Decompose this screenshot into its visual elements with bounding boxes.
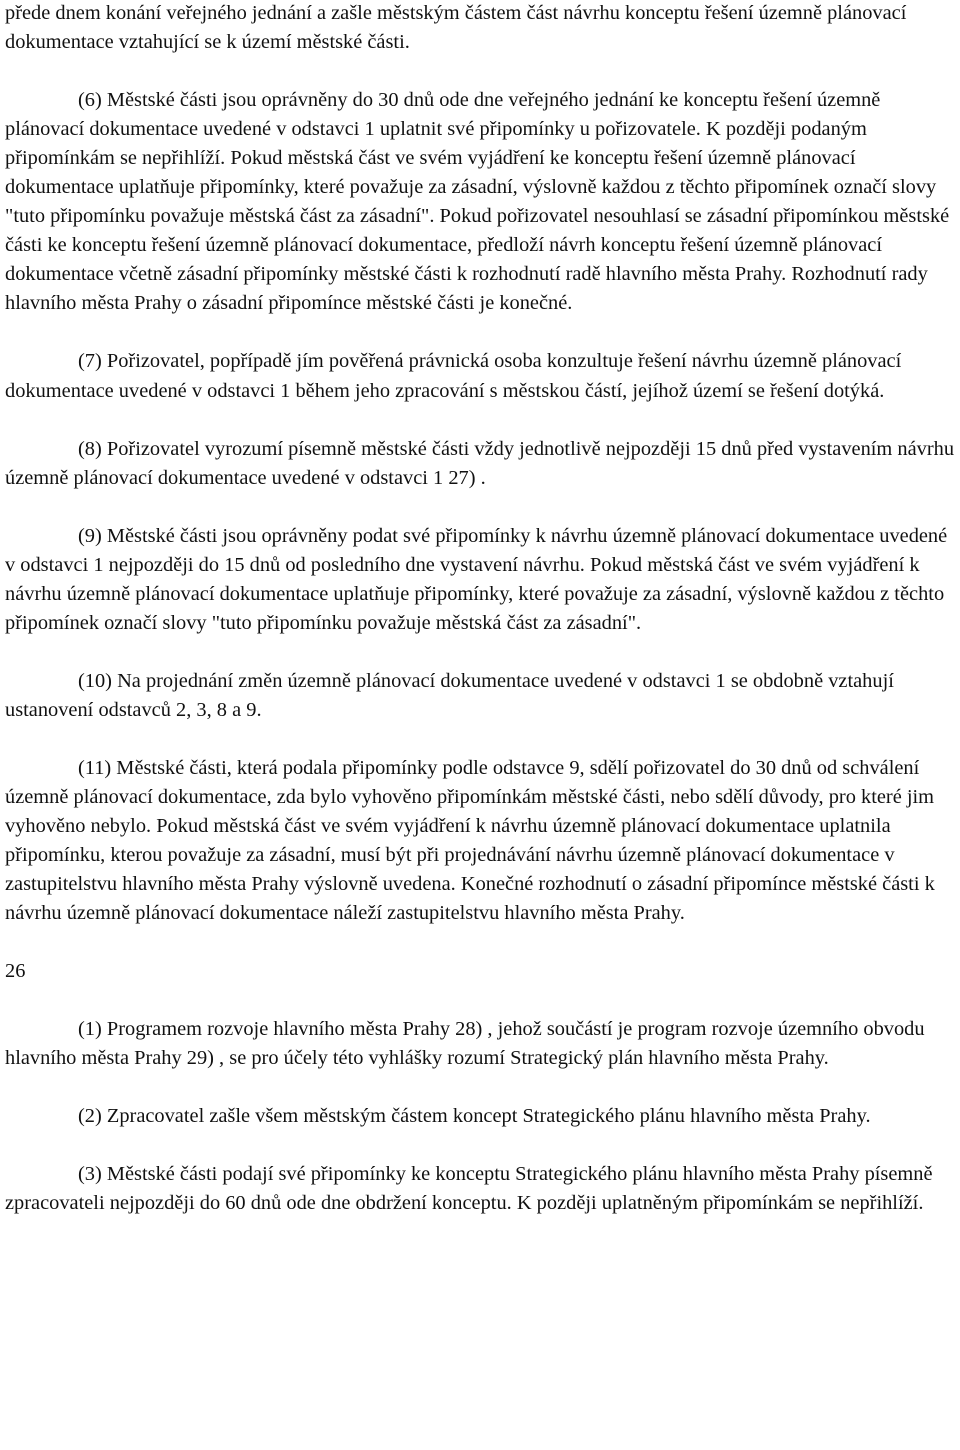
paragraph-6: [5, 86, 955, 318]
spacer: [5, 318, 955, 347]
intro-text: přede dnem konání veřejného jednání a zašle městským částem část návrhu konceptu řešení územně plánovací dokumentace vztahující se k území městské části.: [5, 2, 907, 54]
section-paragraph-2-text: (2) Zpracovatel zašle všem městským částem koncept Strategického plánu hlavního města Prahy.: [78, 1105, 871, 1128]
paragraph-10: [5, 667, 955, 725]
spacer: [5, 928, 955, 957]
section-paragraph-3-text: (3) Městské části podají své připomínky ke konceptu Strategického plánu hlavního města Prahy písemně zpracovateli nejpozději do 60 dnů ode dne obdržení konceptu. K později uplatněným připomínkám se nepřihlíží.: [5, 1163, 933, 1215]
paragraph-9: [5, 522, 955, 638]
paragraph-6-text: (6) Městské části jsou oprávněny do 30 dnů ode dne veřejného jednání ke konceptu řešení územně plánovací dokumentace uvedené v odstavci 1 uplatnit své připomínky u pořizovatele. K později podaným připomínkám se nepřihlíží. Pokud městská část ve svém vyjádření ke konceptu řešení územně plánovací dokumentace uplatňuje připomínky, které považuje za zásadní, výslovně každou z těchto připomínek označí slovy "tuto připomínku považuje městská část za zásadní". Pokud pořizovatel nesouhlasí se zásadní připomínkou městské části ke konceptu řešení územně plánovací dokumentace, předloží návrh konceptu řešení územně plánovací dokumentace včetně zásadní připomínky městské části k rozhodnutí radě hlavního města Prahy. Rozhodnutí rady hlavního města Prahy o zásadní připomínce městské části je konečné.: [5, 89, 950, 315]
spacer: [5, 57, 955, 86]
section-paragraph-3: [5, 1160, 955, 1218]
section-paragraph-1: [5, 1015, 955, 1073]
paragraph-7: [5, 347, 955, 405]
paragraph-10-text: (10) Na projednání změn územně plánovací dokumentace uvedené v odstavci 1 se obdobně vztahují ustanovení odstavců 2, 3, 8 a 9.: [5, 669, 894, 721]
spacer: [5, 638, 955, 667]
spacer: [5, 1131, 955, 1160]
document-page: [5, 0, 955, 1219]
paragraph-7-text: (7) Pořizovatel, popřípadě jím pověřená právnická osoba konzultuje řešení návrhu územně plánovací dokumentace uvedené v odstavci 1 během jeho zpracování s městskou částí, jejíhož území se řešení dotýká.: [5, 350, 902, 402]
intro-paragraph: [5, 0, 955, 57]
spacer: [5, 986, 955, 1015]
section-paragraph-1-text: (1) Programem rozvoje hlavního města Prahy 28) , jehož součástí je program rozvoje územního obvodu hlavního města Prahy 29) , se pro účely této vyhlášky rozumí Strategický plán hlavního města Prahy.: [5, 1018, 925, 1070]
paragraph-11-text: (11) Městské části, která podala připomínky podle odstavce 9, sdělí pořizovatel do 30 dnů od schválení územně plánovací dokumentace, zda bylo vyhověno připomínkám městské části, nebo sdělí důvody, pro které jim vyhověno nebylo. Pokud městská část ve svém vyjádření k návrhu územně plánovací dokumentace uplatnila připomínku, kterou považuje za zásadní, musí být při projednávání návrhu územně plánovací dokumentace v zastupitelstvu hlavního města Prahy výslovně uvedena. Konečné rozhodnutí o zásadní připomínce městské části k návrhu územně plánovací dokumentace náleží zastupitelstvu hlavního města Prahy.: [5, 756, 935, 925]
paragraph-9-text: (9) Městské části jsou oprávněny podat své připomínky k návrhu územně plánovací dokumentace uvedené v odstavci 1 nejpozději do 15 dnů od posledního dne vystavení návrhu. Pokud městská část ve svém vyjádření k návrhu územně plánovací dokumentace uplatňuje připomínky, které považuje za zásadní, výslovně každou z těchto připomínek označí slovy "tuto připomínku považuje městská část za zásadní".: [5, 524, 948, 634]
section-heading: [5, 957, 955, 986]
section-number: 26: [5, 960, 26, 983]
spacer: [5, 493, 955, 522]
spacer: [5, 406, 955, 435]
paragraph-8-text: (8) Pořizovatel vyrozumí písemně městské části vždy jednotlivě nejpozději 15 dnů před vystavením návrhu územně plánovací dokumentace uvedené v odstavci 1 27) .: [5, 437, 955, 489]
paragraph-8: [5, 435, 955, 493]
spacer: [5, 1073, 955, 1102]
paragraph-11: [5, 754, 955, 928]
section-paragraph-2: [5, 1102, 955, 1131]
spacer: [5, 725, 955, 754]
